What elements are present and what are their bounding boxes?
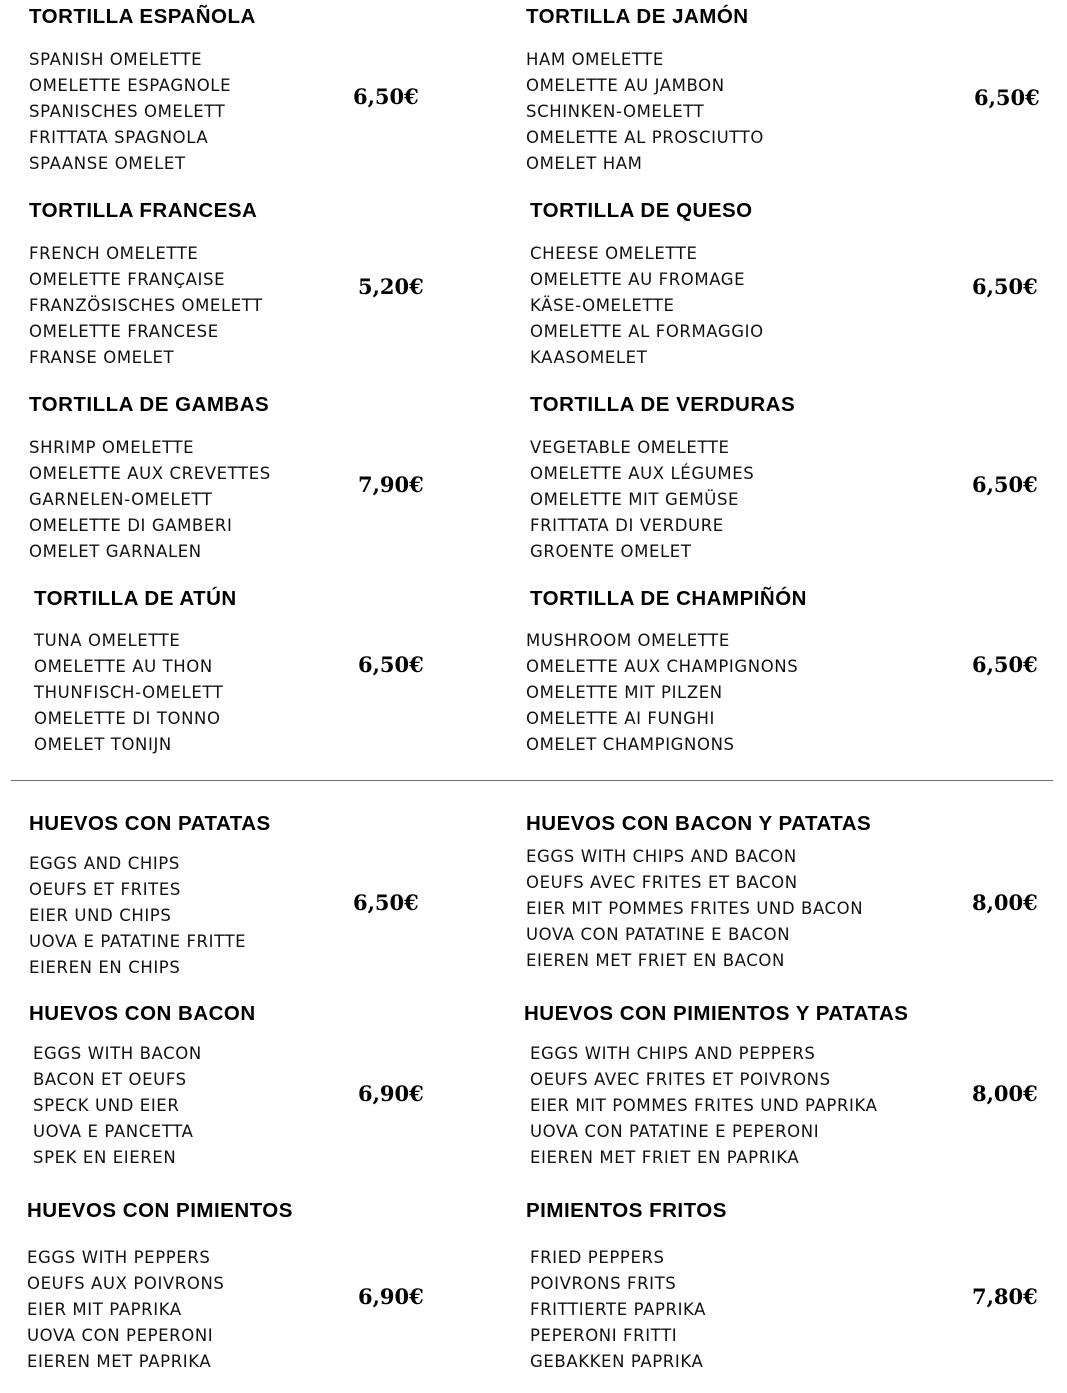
translation-nl: EIEREN EN CHIPS (29, 958, 181, 977)
translation-de: FRITTIERTE PAPRIKA (530, 1300, 707, 1319)
translation-en: SPANISH OMELETTE (29, 50, 203, 69)
translation-list (526, 844, 863, 974)
translation-list (530, 1041, 878, 1171)
dish-title: TORTILLA DE CHAMPIÑÓN (530, 587, 807, 610)
translation-fr: OMELETTE ESPAGNOLE (29, 76, 232, 95)
translation-it: UOVA E PATATINE FRITTE (29, 932, 247, 951)
translation-nl: GROENTE OMELET (530, 542, 692, 561)
translation-fr: BACON ET OEUFS (33, 1070, 187, 1089)
dish-title: TORTILLA FRANCESA (29, 199, 258, 222)
translation-fr: OEUFS AUX POIVRONS (27, 1274, 225, 1293)
translation-it: UOVA CON PEPERONI (27, 1326, 214, 1345)
dish-title: HUEVOS CON BACON Y PATATAS (526, 812, 872, 835)
translation-nl: OMELET GARNALEN (29, 542, 202, 561)
translation-de: SPECK UND EIER (33, 1096, 180, 1115)
translation-de: OMELETTE MIT PILZEN (526, 683, 723, 702)
price: 6,50€ (972, 652, 1038, 677)
translation-en: FRENCH OMELETTE (29, 244, 199, 263)
translation-fr: OMELETTE AU JAMBON (526, 76, 725, 95)
translation-fr: POIVRONS FRITS (530, 1274, 677, 1293)
translation-list (29, 435, 271, 565)
translation-de: KÄSE-OMELETTE (530, 296, 675, 315)
translation-nl: EIEREN MET FRIET EN BACON (526, 951, 785, 970)
price: 6,50€ (358, 652, 424, 677)
price: 8,00€ (972, 890, 1038, 915)
dish-title: TORTILLA ESPAÑOLA (29, 5, 256, 28)
dish-title: TORTILLA DE JAMÓN (526, 5, 749, 28)
translation-fr: OMELETTE AU THON (34, 657, 213, 676)
translation-de: EIER MIT POMMES FRITES UND PAPRIKA (530, 1096, 878, 1115)
translation-it: UOVA CON PATATINE E PEPERONI (530, 1122, 820, 1141)
translation-en: EGGS WITH BACON (33, 1044, 202, 1063)
translation-fr: OMELETTE AUX CHAMPIGNONS (526, 657, 799, 676)
price: 6,50€ (353, 84, 419, 109)
translation-en: MUSHROOM OMELETTE (526, 631, 730, 650)
price: 8,00€ (972, 1081, 1038, 1106)
translation-fr: OMELETTE AUX LÉGUMES (530, 464, 755, 483)
translation-de: EIER MIT POMMES FRITES UND BACON (526, 899, 864, 918)
translation-list (526, 628, 798, 758)
price: 7,90€ (358, 472, 424, 497)
translation-list (530, 435, 754, 565)
price: 6,50€ (974, 85, 1040, 110)
translation-it: OMELETTE AL PROSCIUTTO (526, 128, 764, 147)
translation-nl: EIEREN MET PAPRIKA (27, 1352, 212, 1371)
translation-it: PEPERONI FRITTI (530, 1326, 678, 1345)
translation-list (34, 628, 223, 758)
translation-fr: OEUFS AVEC FRITES ET POIVRONS (530, 1070, 831, 1089)
translation-list (29, 241, 263, 371)
translation-en: VEGETABLE OMELETTE (530, 438, 730, 457)
translation-fr: OEUFS AVEC FRITES ET BACON (526, 873, 798, 892)
translation-nl: EIEREN MET FRIET EN PAPRIKA (530, 1148, 800, 1167)
translation-it: OMELETTE DI GAMBERI (29, 516, 233, 535)
translation-de: FRANZÖSISCHES OMELETT (29, 296, 263, 315)
translation-en: EGGS WITH CHIPS AND BACON (526, 847, 797, 866)
translation-fr: OMELETTE AUX CREVETTES (29, 464, 271, 483)
translation-nl: SPAANSE OMELET (29, 154, 186, 173)
price: 7,80€ (972, 1284, 1038, 1309)
price: 6,50€ (353, 890, 419, 915)
translation-it: OMELETTE FRANCESE (29, 322, 219, 341)
translation-en: TUNA OMELETTE (34, 631, 181, 650)
dish-title: HUEVOS CON PATATAS (29, 812, 271, 835)
translation-en: CHEESE OMELETTE (530, 244, 698, 263)
price: 5,20€ (358, 274, 424, 299)
translation-en: FRIED PEPPERS (530, 1248, 665, 1267)
translation-en: EGGS WITH PEPPERS (27, 1248, 211, 1267)
dish-title: TORTILLA DE ATÚN (34, 587, 237, 610)
translation-fr: OMELETTE FRANÇAISE (29, 270, 226, 289)
dish-title: PIMIENTOS FRITOS (526, 1199, 727, 1222)
dish-title: HUEVOS CON PIMIENTOS (27, 1199, 293, 1222)
translation-nl: SPEK EN EIEREN (33, 1148, 177, 1167)
translation-nl: OMELET CHAMPIGNONS (526, 735, 735, 754)
translation-nl: KAASOMELET (530, 348, 648, 367)
translation-nl: GEBAKKEN PAPRIKA (530, 1352, 704, 1371)
translation-it: UOVA E PANCETTA (33, 1122, 194, 1141)
price: 6,50€ (972, 274, 1038, 299)
translation-it: FRITTATA SPAGNOLA (29, 128, 209, 147)
translation-de: EIER MIT PAPRIKA (27, 1300, 182, 1319)
translation-fr: OEUFS ET FRITES (29, 880, 181, 899)
translation-en: EGGS WITH CHIPS AND PEPPERS (530, 1044, 816, 1063)
translation-it: OMELETTE AL FORMAGGIO (530, 322, 764, 341)
translation-it: UOVA CON PATATINE E BACON (526, 925, 791, 944)
translation-list (33, 1041, 202, 1171)
translation-list (526, 47, 764, 177)
dish-title: TORTILLA DE GAMBAS (29, 393, 270, 416)
translation-list (530, 1245, 706, 1375)
section-divider (11, 780, 1053, 781)
translation-en: SHRIMP OMELETTE (29, 438, 195, 457)
translation-list (27, 1245, 224, 1375)
translation-it: FRITTATA DI VERDURE (530, 516, 724, 535)
dish-title: HUEVOS CON PIMIENTOS Y PATATAS (524, 1002, 909, 1025)
translation-it: OMELETTE DI TONNO (34, 709, 221, 728)
translation-de: THUNFISCH-OMELETT (34, 683, 224, 702)
price: 6,50€ (972, 472, 1038, 497)
price: 6,90€ (358, 1081, 424, 1106)
translation-en: EGGS AND CHIPS (29, 854, 180, 873)
translation-de: SPANISCHES OMELETT (29, 102, 226, 121)
translation-nl: OMELET HAM (526, 154, 643, 173)
translation-de: SCHINKEN-OMELETT (526, 102, 705, 121)
dish-title: TORTILLA DE VERDURAS (530, 393, 796, 416)
translation-de: EIER UND CHIPS (29, 906, 172, 925)
translation-nl: OMELET TONIJN (34, 735, 172, 754)
translation-list (29, 851, 246, 981)
translation-list (530, 241, 764, 371)
translation-fr: OMELETTE AU FROMAGE (530, 270, 746, 289)
dish-title: HUEVOS CON BACON (29, 1002, 256, 1025)
translation-en: HAM OMELETTE (526, 50, 664, 69)
translation-list (29, 47, 231, 177)
translation-de: OMELETTE MIT GEMÜSE (530, 490, 740, 509)
price: 6,90€ (358, 1284, 424, 1309)
translation-nl: FRANSE OMELET (29, 348, 175, 367)
translation-it: OMELETTE AI FUNGHI (526, 709, 715, 728)
translation-de: GARNELEN-OMELETT (29, 490, 213, 509)
dish-title: TORTILLA DE QUESO (530, 199, 753, 222)
